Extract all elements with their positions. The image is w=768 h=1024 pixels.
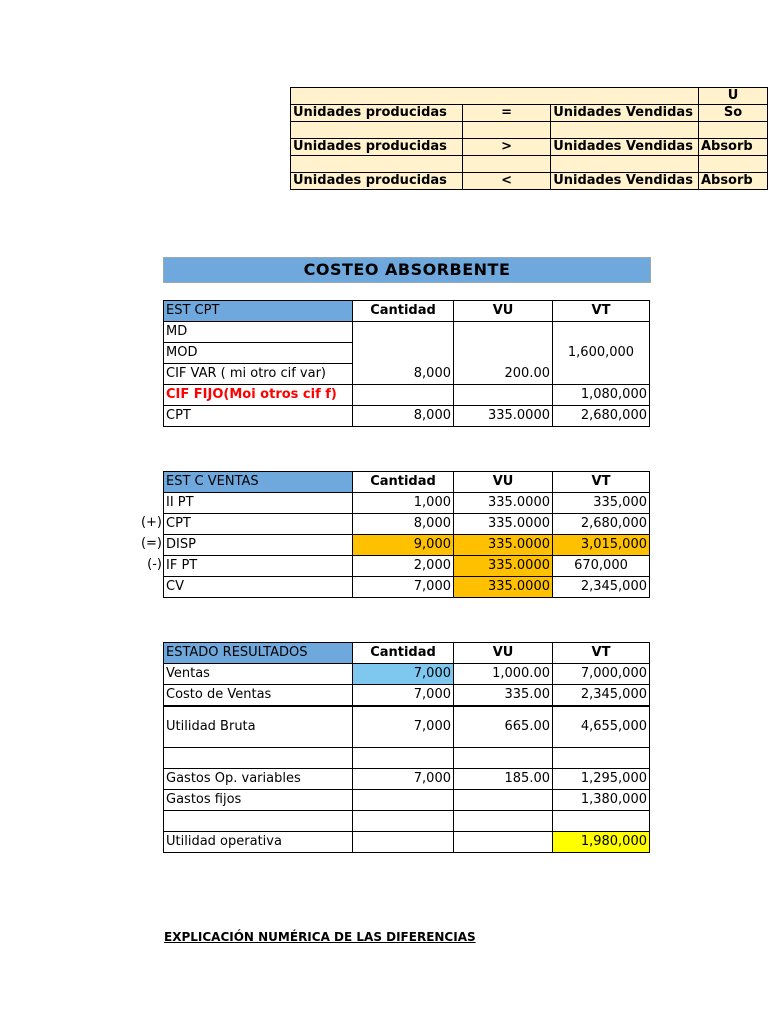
comparison-result: So [698,105,767,122]
comparison-row [291,173,768,190]
table-row [164,514,650,535]
cpt-label: CPT [164,406,353,427]
gastos-fijos-label: Gastos fijos [164,790,353,811]
row-vu: 335.0000 [454,556,553,577]
operativa-vt: 1,980,000 [553,832,650,853]
blank-cell [353,748,454,769]
blank-cell [353,832,454,853]
gastos-var-label: Gastos Op. variables [164,769,353,790]
row-label: CPT [164,514,353,535]
blank-cell [353,790,454,811]
gastos-var-vu: 185.00 [454,769,553,790]
sign-minus: (-) [147,557,162,572]
cif-var-qty: 8,000 [353,322,454,385]
cif-fijo-vt: 1,080,000 [553,385,650,406]
comparison-right: Unidades Vendidas [551,139,699,156]
gastos-fijos-vt: 1,380,000 [553,790,650,811]
gastos-var-qty: 7,000 [353,769,454,790]
comparison-row [291,139,768,156]
vt-header: VT [553,301,650,322]
table-row [164,790,650,811]
cpt-vt: 2,680,000 [553,406,650,427]
est-cpt-table [163,300,650,427]
comparison-header-cell: U [698,88,767,105]
comparison-result: Absorb [698,139,767,156]
row-vt: 670,000 [553,556,650,577]
comparison-result: Absorb [698,173,767,190]
blank-cell [164,748,353,769]
row-qty: 8,000 [353,514,454,535]
ventas-vu: 1,000.00 [454,664,553,685]
comparison-left: Unidades producidas [291,139,463,156]
vu-header: VU [454,643,553,664]
row-vt: 3,015,000 [553,535,650,556]
table-row [164,493,650,514]
cif-var-vu: 200.00 [454,322,553,385]
blank-cell [462,122,550,139]
vt-header: VT [553,472,650,493]
blank-cell [291,122,463,139]
cif-fijo-label: CIF FIJO(Moi otros cif f) [164,385,353,406]
blank-cell [353,811,454,832]
comparison-table [290,87,768,190]
cantidad-header: Cantidad [353,301,454,322]
blank-cell [553,748,650,769]
costo-qty: 7,000 [353,685,454,707]
table-row [164,769,650,790]
table-row [164,832,650,853]
cpt-qty: 8,000 [353,406,454,427]
table-row [164,706,650,748]
bruta-vu: 665.00 [454,706,553,748]
row-vt: 335,000 [553,493,650,514]
estado-resultados-header: ESTADO RESULTADOS [164,643,353,664]
cpt-vu: 335.0000 [454,406,553,427]
est-cpt-header: EST CPT [164,301,353,322]
explicacion-heading: EXPLICACIÓN NUMÉRICA DE LAS DIFERENCIAS [164,930,476,944]
blank-cell [698,156,767,173]
row-label: CV [164,577,353,598]
vt-header: VT [553,643,650,664]
row-label: II PT [164,493,353,514]
mod-label: MOD [164,343,353,364]
row-vt: 2,680,000 [553,514,650,535]
comparison-left: Unidades producidas [291,105,463,122]
costo-vu: 335.00 [454,685,553,707]
blank-cell [454,748,553,769]
blank-cell [698,122,767,139]
table-row [164,664,650,685]
bruta-qty: 7,000 [353,706,454,748]
row-label: IF PT [164,556,353,577]
blank-cell [454,790,553,811]
comparison-right: Unidades Vendidas [551,105,699,122]
blank-cell [454,832,553,853]
estado-resultados-table [163,642,650,853]
bruta-label: Utilidad Bruta [164,706,353,748]
table-row [164,577,650,598]
costo-vt: 2,345,000 [553,685,650,707]
cantidad-header: Cantidad [353,472,454,493]
comparison-left: Unidades producidas [291,173,463,190]
est-c-ventas-table [163,471,650,598]
row-vu: 335.0000 [454,514,553,535]
cantidad-header: Cantidad [353,643,454,664]
row-qty: 2,000 [353,556,454,577]
vu-header: VU [454,301,553,322]
row-qty: 7,000 [353,577,454,598]
table-row [164,685,650,707]
md-label: MD [164,322,353,343]
table-row [164,535,650,556]
costeo-absorbente-banner: COSTEO ABSORBENTE [163,257,651,283]
costo-label: Costo de Ventas [164,685,353,707]
est-c-ventas-header: EST C VENTAS [164,472,353,493]
comparison-operator: < [462,173,550,190]
comparison-right: Unidades Vendidas [551,173,699,190]
blank-cell [291,156,463,173]
vu-header: VU [454,472,553,493]
blank-cell [164,811,353,832]
row-label: DISP [164,535,353,556]
ventas-qty: 7,000 [353,664,454,685]
operativa-label: Utilidad operativa [164,832,353,853]
cif-var-label: CIF VAR ( mi otro cif var) [164,364,353,385]
blank-cell [462,156,550,173]
sign-plus: (+) [140,515,162,530]
comparison-operator: = [462,105,550,122]
ventas-vt: 7,000,000 [553,664,650,685]
merged-vt: 1,600,000 [553,322,650,385]
comparison-row [291,105,768,122]
comparison-header-blank [291,88,699,105]
blank-cell [551,156,699,173]
comparison-operator: > [462,139,550,156]
blank-cell [353,385,454,406]
row-vt: 2,345,000 [553,577,650,598]
ventas-label: Ventas [164,664,353,685]
table-row [164,556,650,577]
blank-cell [551,122,699,139]
gastos-var-vt: 1,295,000 [553,769,650,790]
bruta-vt: 4,655,000 [553,706,650,748]
row-qty: 1,000 [353,493,454,514]
blank-cell [454,385,553,406]
row-vu: 335.0000 [454,577,553,598]
blank-cell [553,811,650,832]
row-vu: 335.0000 [454,535,553,556]
row-qty: 9,000 [353,535,454,556]
row-vu: 335.0000 [454,493,553,514]
blank-cell [454,811,553,832]
sign-equals: (=) [140,536,162,551]
